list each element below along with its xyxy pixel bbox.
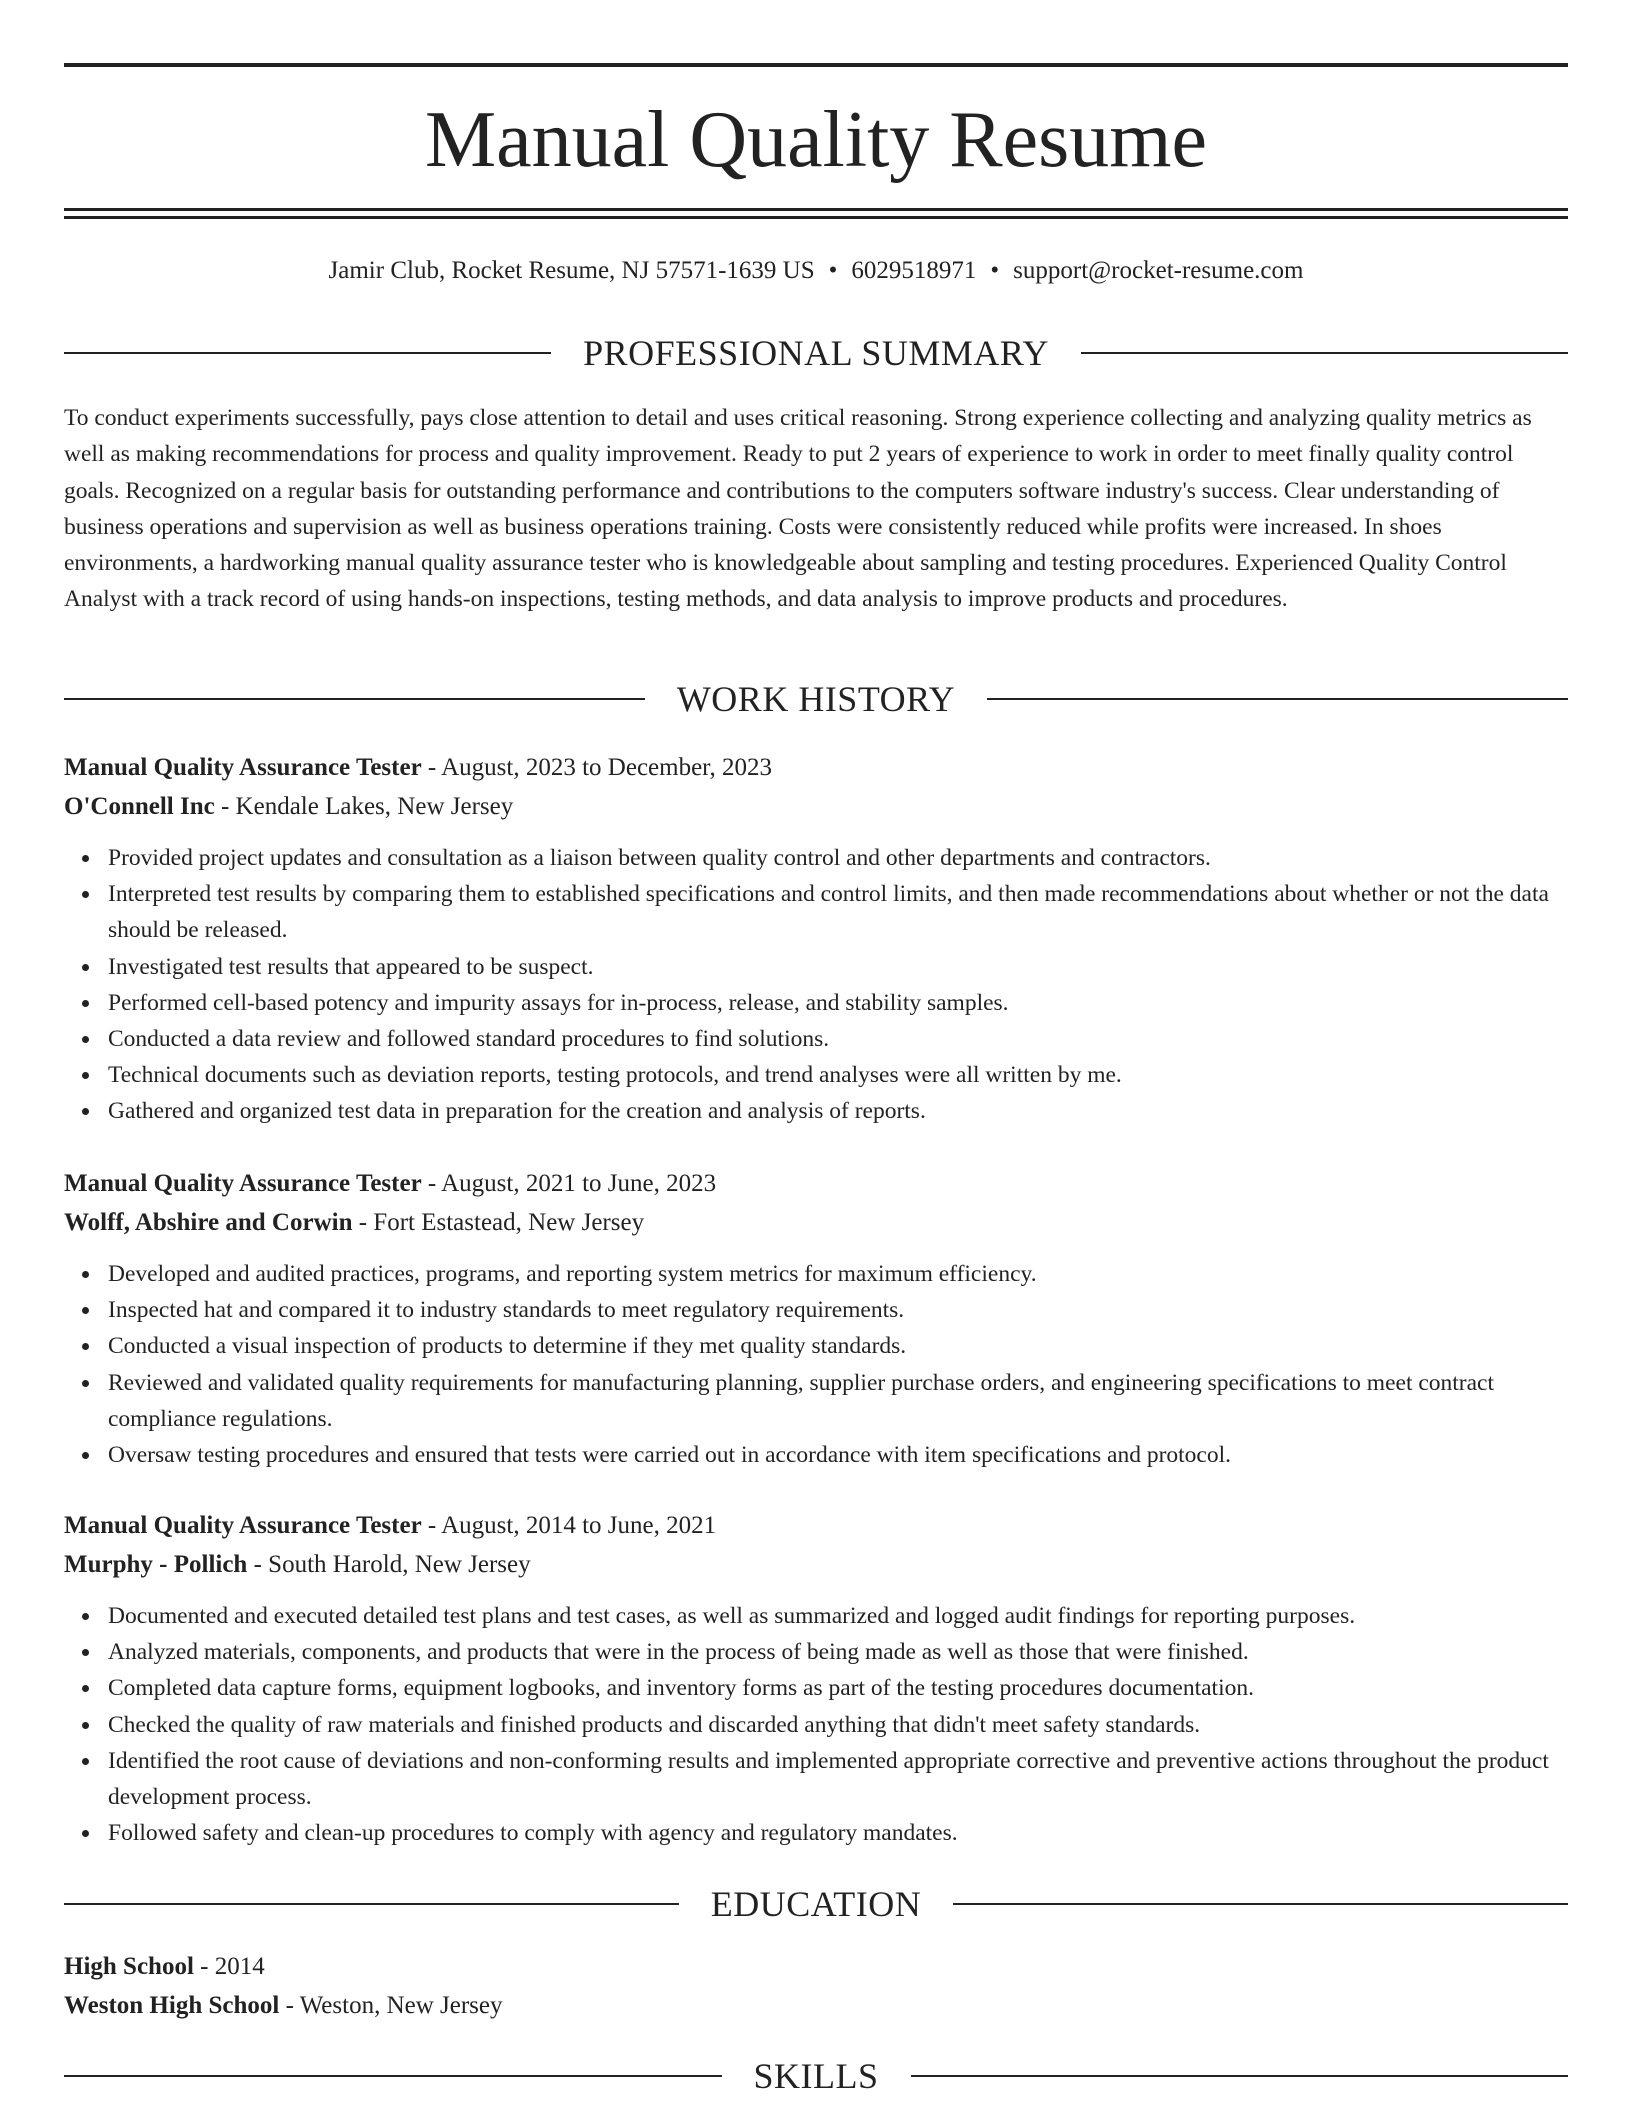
job-bullet: Reviewed and validated quality requirements for manufacturing planning, supplier purchase orders, and engineering specifications to meet contract compliance regulations. (108, 1365, 1568, 1437)
job-title: Manual Quality Assurance Tester (64, 754, 422, 781)
contact-address: Jamir Club, Rocket Resume, NJ 57571-1639 US (328, 257, 815, 284)
job-bullet: Conducted a data review and followed standard procedures to find solutions. (108, 1021, 1568, 1057)
job-company: Wolff, Abshire and Corwin (64, 1209, 353, 1236)
job-location: - South Harold, New Jersey (253, 1551, 531, 1578)
job-title: Manual Quality Assurance Tester (64, 1512, 422, 1539)
job-dates: - August, 2021 to June, 2023 (427, 1170, 717, 1197)
job-location: - Fort Estastead, New Jersey (358, 1209, 645, 1236)
job-bullet: Followed safety and clean-up procedures to comply with agency and regulatory mandates. (108, 1815, 1568, 1851)
summary-text: To conduct experiments successfully, pays close attention to detail and uses critical reasoning. Strong experience collecting and analyzing quality metrics as well as making recommendations for process and quality improvement. Ready to put 2 years of experience to work in order to meet finally quality control goals. Recognized on a regular basis for outstanding performance and contributions to the computers software industry's success. Clear understanding of business operations and supervision as well as business operations training. Costs were consistently reduced while profits were increased. In shoes environments, a hardworking manual quality assurance tester who is knowledgeable about sampling and testing procedures. Experienced Quality Control Analyst with a track record of using hands-on inspections, testing methods, and data analysis to improve products and procedures. (64, 405, 1532, 613)
job-bullet: Gathered and organized test data in preparation for the creation and analysis of reports. (108, 1093, 1568, 1129)
section-rule-right (987, 698, 1568, 700)
job-bullet: Conducted a visual inspection of products to determine if they met quality standards. (108, 1328, 1568, 1364)
job-company-line (64, 1545, 1568, 1584)
contact-separator: • (828, 257, 838, 284)
section-title-skills: SKILLS (753, 2056, 879, 2096)
section-rule-right (911, 2075, 1569, 2077)
education-school-line (64, 1986, 1568, 2025)
job-bullet: Oversaw testing procedures and ensured that tests were carried out in accordance with item specifications and protocol. (108, 1437, 1568, 1473)
contact-email: support@rocket-resume.com (1013, 257, 1304, 284)
top-rule (64, 63, 1568, 67)
section-rule-left (64, 1903, 679, 1905)
job-title-line (64, 1164, 1568, 1203)
education-school: Weston High School (64, 1992, 280, 2019)
contact-phone: 6029518971 (851, 257, 977, 284)
education-location: - Weston, New Jersey (285, 1992, 503, 2019)
job-bullet: Interpreted test results by comparing them to established specifications and control limits, and then made recommendations about whether or not the data should be released. (108, 876, 1568, 948)
section-rule-left (64, 698, 645, 700)
job-bullet: Identified the root cause of deviations and non-conforming results and implemented appropriate corrective and preventive actions throughout the product development process. (108, 1743, 1568, 1815)
section-rule-left (64, 352, 551, 354)
job-bullet: Technical documents such as deviation reports, testing protocols, and trend analyses were all written by me. (108, 1057, 1568, 1093)
job-bullet-list (64, 840, 1568, 1130)
section-rule-right (1081, 352, 1568, 354)
job-bullet-list (64, 1598, 1568, 1851)
education-degree-line (64, 1947, 1568, 1986)
job-bullet: Analyzed materials, components, and products that were in the process of being made as well as those that were finished. (108, 1634, 1568, 1670)
job-company: O'Connell Inc (64, 793, 215, 820)
header-rule-upper (64, 208, 1568, 211)
resume-name: Manual Quality Resume (424, 96, 1208, 184)
job-bullet: Completed data capture forms, equipment logbooks, and inventory forms as part of the testing procedures documentation. (108, 1670, 1568, 1706)
section-header-work (64, 677, 1568, 721)
education-entry (64, 1947, 1568, 2025)
job-company: Murphy - Pollich (64, 1551, 248, 1578)
section-header-education (64, 1882, 1568, 1926)
section-header-summary (64, 331, 1568, 375)
header-rule-lower (64, 216, 1568, 219)
job-entry-1 (64, 748, 1568, 1130)
job-bullet: Performed cell-based potency and impurity assays for in-process, release, and stability samples. (108, 985, 1568, 1021)
job-bullet: Investigated test results that appeared to be suspect. (108, 949, 1568, 985)
job-title-line (64, 748, 1568, 787)
job-title-line (64, 1506, 1568, 1545)
education-year: - 2014 (200, 1953, 265, 1980)
contact-line (64, 254, 1568, 288)
job-entry-3 (64, 1506, 1568, 1851)
section-title-education: EDUCATION (710, 1884, 922, 1924)
section-rule-right (953, 1903, 1568, 1905)
job-bullet: Checked the quality of raw materials and finished products and discarded anything that didn't meet safety standards. (108, 1707, 1568, 1743)
job-entry-2 (64, 1164, 1568, 1473)
education-degree: High School (64, 1953, 194, 1980)
job-bullet: Provided project updates and consultation as a liaison between quality control and other departments and contractors. (108, 840, 1568, 876)
job-dates: - August, 2023 to December, 2023 (427, 754, 773, 781)
job-bullet: Developed and audited practices, programs, and reporting system metrics for maximum efficiency. (108, 1256, 1568, 1292)
job-dates: - August, 2014 to June, 2021 (427, 1512, 717, 1539)
section-title-work: WORK HISTORY (676, 679, 956, 719)
contact-separator: • (990, 257, 1000, 284)
job-company-line (64, 787, 1568, 826)
section-rule-left (64, 2075, 722, 2077)
job-bullet-list (64, 1256, 1568, 1473)
section-header-skills (64, 2054, 1568, 2098)
section-title-summary: PROFESSIONAL SUMMARY (583, 333, 1049, 373)
job-location: - Kendale Lakes, New Jersey (220, 793, 514, 820)
job-company-line (64, 1203, 1568, 1242)
job-bullet: Documented and executed detailed test plans and test cases, as well as summarized and logged audit findings for reporting purposes. (108, 1598, 1568, 1634)
job-title: Manual Quality Assurance Tester (64, 1170, 422, 1197)
job-bullet: Inspected hat and compared it to industry standards to meet regulatory requirements. (108, 1292, 1568, 1328)
